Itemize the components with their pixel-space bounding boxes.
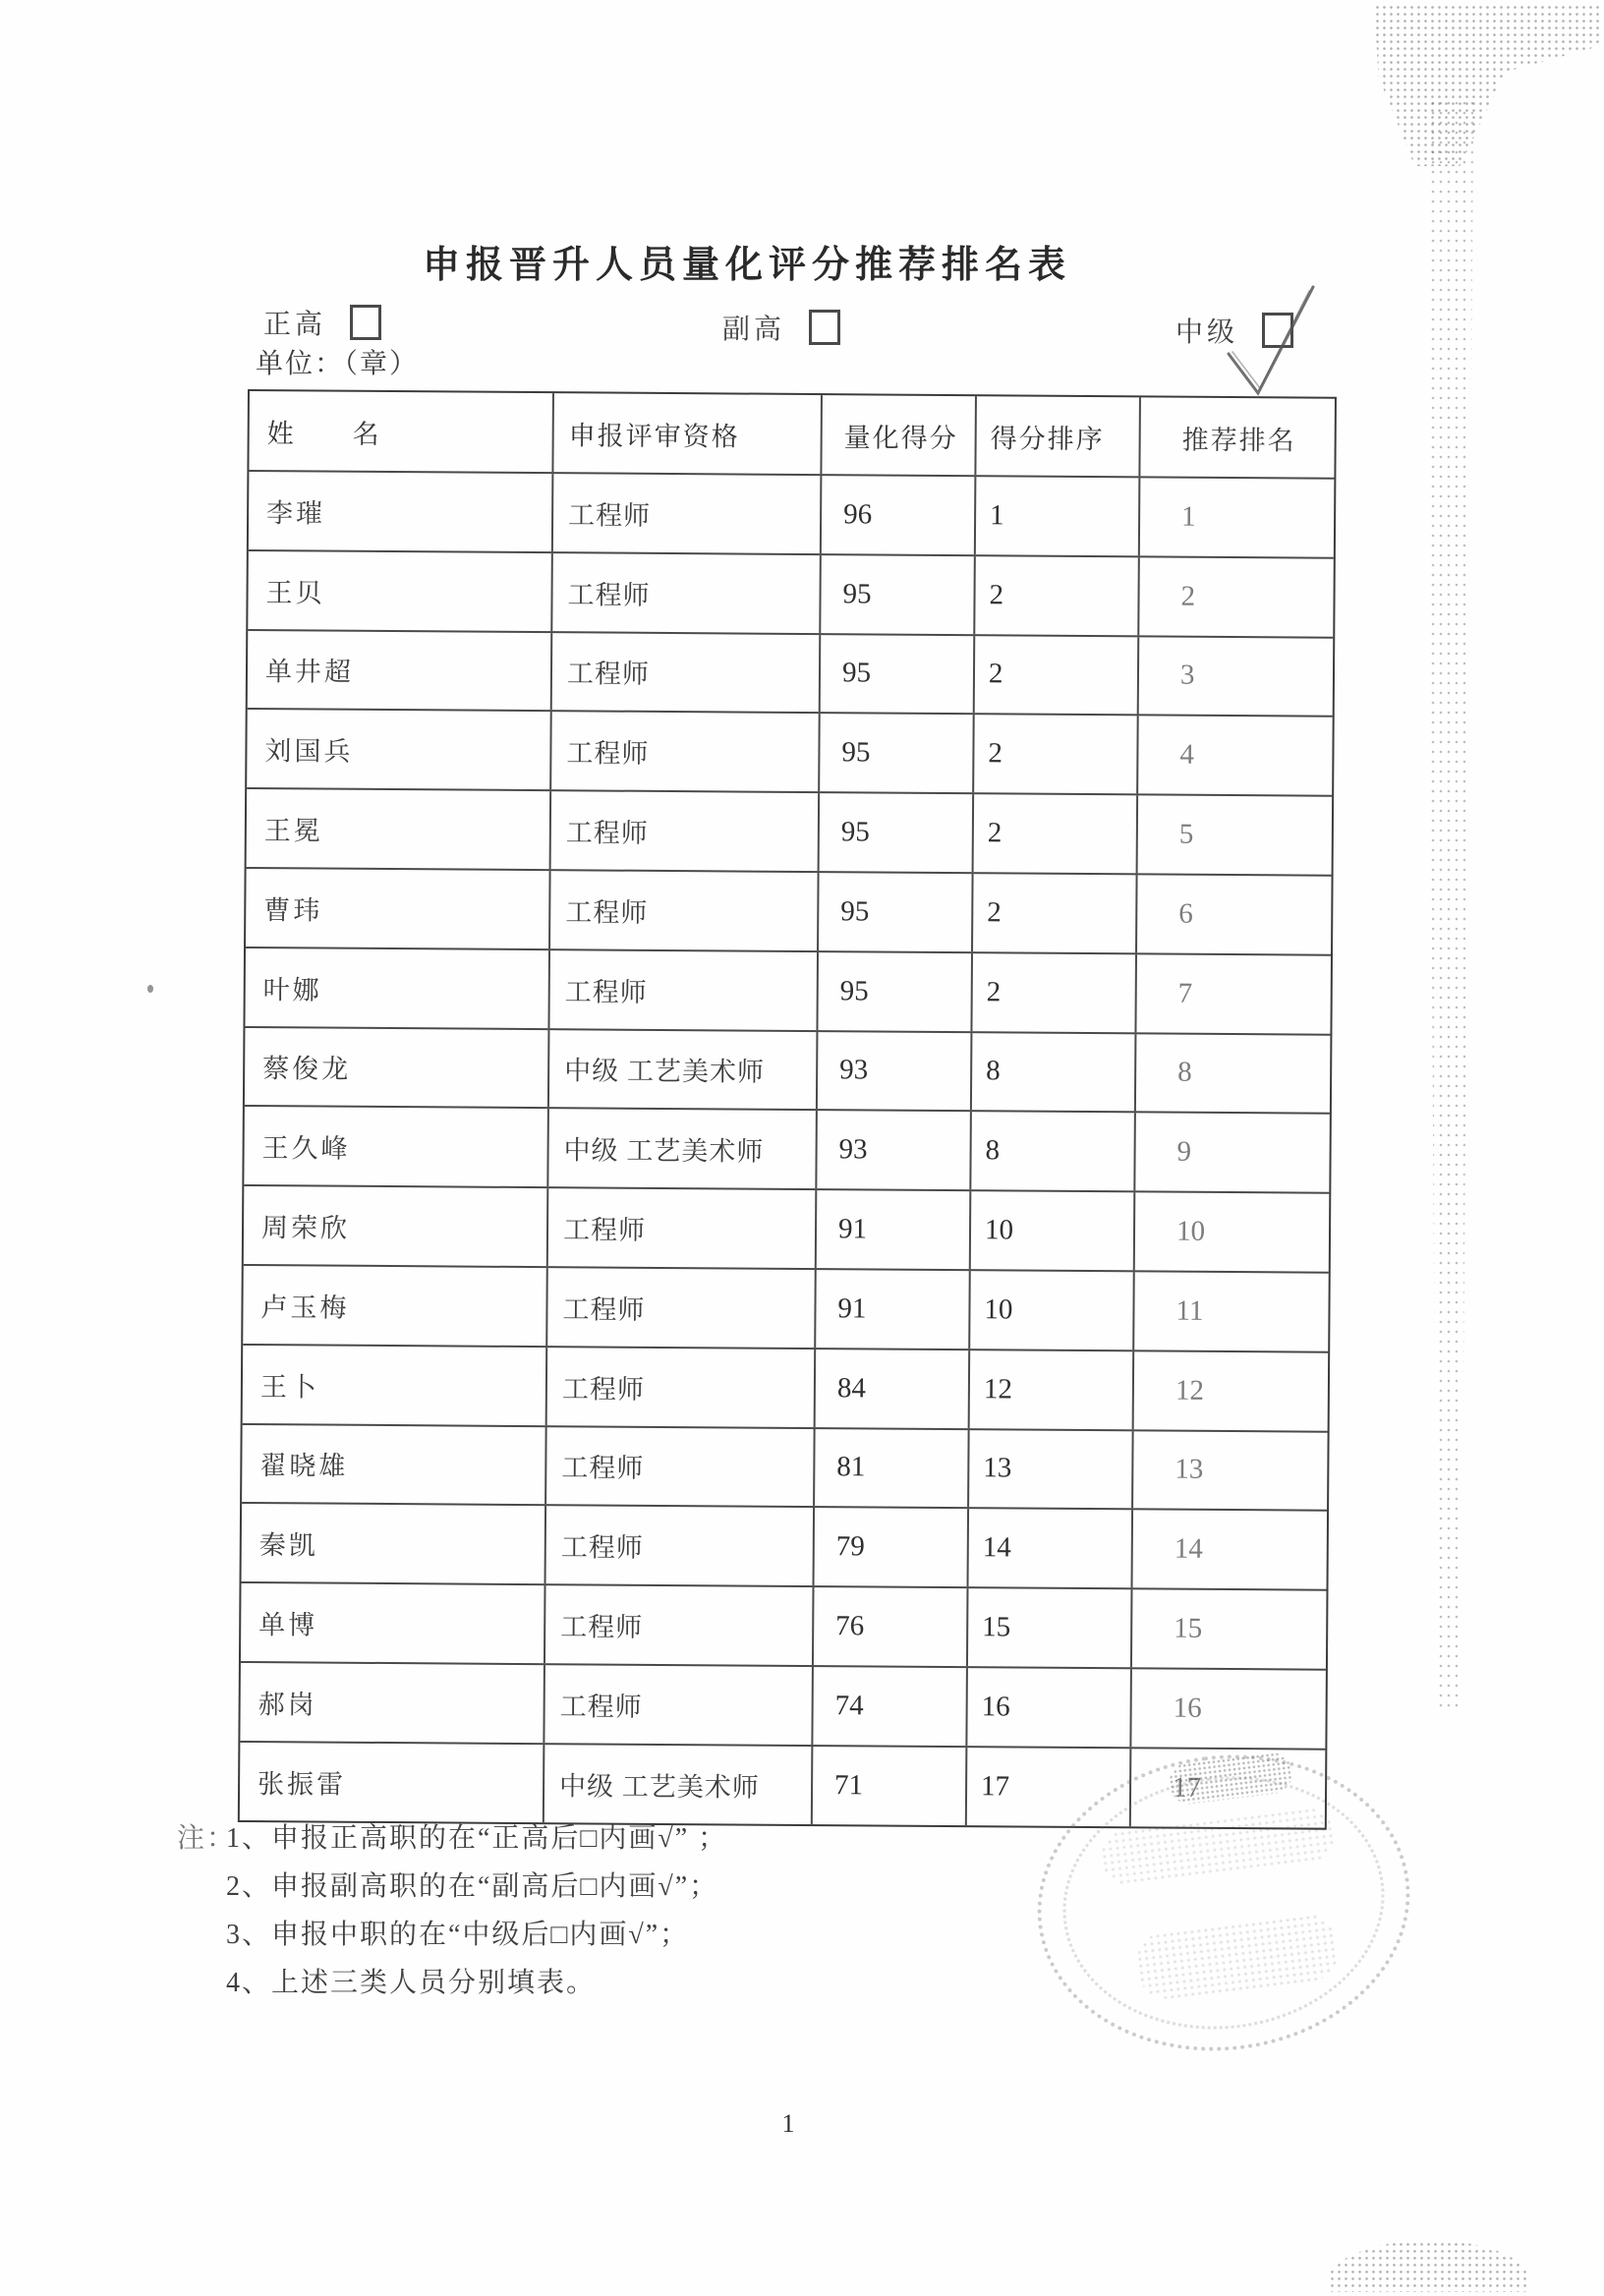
table-row (242, 1504, 1328, 1591)
table-row (244, 1186, 1330, 1274)
table-cell-name: 翟晓雄 (242, 1425, 547, 1505)
table-cell-score: 95 (820, 793, 975, 872)
table-row (240, 1663, 1326, 1751)
table-cell-score: 81 (815, 1429, 970, 1508)
ranking-table (238, 389, 1337, 1829)
table-cell-name: 王冕 (247, 789, 552, 869)
table-cell-name: 蔡俊龙 (245, 1028, 550, 1108)
table-cell-qualification: 工程师 (549, 950, 819, 1030)
stamp-texture (1133, 1911, 1342, 2001)
table-cell-score: 76 (814, 1587, 969, 1666)
checkmark-icon (1211, 275, 1334, 413)
scan-noise-right-strip (1421, 98, 1476, 1710)
note-item-2: 2、申报副高职的在“副高后□内画√”； (226, 1871, 719, 1902)
table-row (244, 1107, 1330, 1194)
table-cell-score: 95 (820, 714, 975, 792)
table-row (243, 1266, 1329, 1353)
table-cell-score-rank: 10 (971, 1191, 1136, 1270)
table-cell-score: 91 (816, 1270, 971, 1349)
table-cell-recommend-rank: 5 (1178, 818, 1194, 850)
header-recommend-rank: 推荐排名 (1181, 425, 1296, 455)
table-cell-name: 刘国兵 (247, 710, 552, 789)
checkbox-fugao-label: 副高 (722, 315, 786, 345)
table-cell-qualification: 工程师 (548, 1188, 818, 1268)
table-cell-qualification: 中级 工艺美术师 (549, 1030, 819, 1110)
table-cell-score: 74 (813, 1667, 968, 1746)
checkbox-group-fugao (722, 308, 840, 347)
table-cell-qualification: 工程师 (546, 1427, 816, 1507)
table-cell-name: 王久峰 (244, 1107, 549, 1186)
table-cell-score-rank: 13 (969, 1430, 1134, 1509)
table-cell-name: 张振雷 (240, 1743, 545, 1822)
table-cell-score-rank: 1 (976, 477, 1141, 555)
table-cell-score-rank: 17 (967, 1748, 1132, 1826)
table-cell-score: 93 (818, 1032, 973, 1111)
table-cell-recommend-rank: 16 (1173, 1692, 1202, 1724)
table-cell-qualification: 中级 工艺美术师 (544, 1745, 814, 1824)
table-cell-name: 王贝 (248, 551, 553, 631)
note-item-3: 3、申报中职的在“中级后□内画√”； (226, 1920, 690, 1950)
table-row (246, 869, 1332, 956)
table-cell-score-rank: 2 (972, 953, 1137, 1032)
table-cell-score-rank: 12 (970, 1350, 1135, 1429)
table-cell-score: 96 (822, 476, 977, 554)
page-title: 申报晋升人员量化评分推荐排名表 (422, 245, 1071, 286)
scan-noise-bottom-right (1329, 2227, 1530, 2292)
table-header-row (249, 391, 1335, 480)
header-score: 量化得分 (822, 395, 977, 475)
table-cell-recommend-rank: 3 (1179, 660, 1195, 692)
checkbox-zhenggao[interactable] (350, 305, 381, 340)
table-row (245, 1028, 1331, 1116)
table-cell-recommend-rank: 4 (1179, 738, 1195, 772)
table-cell-recommend-rank: 7 (1177, 977, 1193, 1009)
table-cell-qualification: 工程师 (546, 1507, 816, 1586)
table-cell-recommend-rank: 8 (1177, 1057, 1192, 1089)
table-cell-score-rank: 2 (974, 794, 1139, 873)
table-row (247, 710, 1333, 797)
table-row (247, 789, 1333, 877)
notes-section (177, 1814, 727, 2007)
page-number: 1 (781, 2109, 795, 2138)
table-cell-score-rank: 2 (975, 556, 1140, 635)
table-cell-qualification: 工程师 (544, 1665, 814, 1745)
table-cell-qualification: 工程师 (547, 1268, 817, 1348)
note-item-1: 1、申报正高职的在“正高后□内画√” ； (226, 1823, 728, 1854)
table-cell-score-rank: 8 (972, 1033, 1137, 1112)
table-row (242, 1425, 1328, 1513)
table-cell-qualification: 工程师 (552, 633, 822, 713)
table-row (249, 472, 1335, 559)
header-name: 姓 名 (249, 391, 554, 472)
table-cell-name: 叶娜 (245, 948, 550, 1028)
table-cell-name: 周荣欣 (244, 1186, 549, 1266)
table-cell-recommend-rank: 12 (1174, 1374, 1205, 1406)
table-cell-score-rank: 8 (971, 1113, 1136, 1191)
table-cell-name: 单井超 (248, 631, 553, 711)
table-cell-score: 95 (821, 635, 976, 714)
table-cell-score: 91 (817, 1190, 972, 1269)
table-cell-score-rank: 15 (968, 1588, 1133, 1667)
table-cell-qualification: 工程师 (552, 553, 822, 633)
table-cell-name: 曹玮 (246, 869, 551, 948)
header-score-rank: 得分排序 (976, 396, 1141, 476)
table-cell-recommend-rank: 10 (1175, 1215, 1206, 1247)
table-cell-score-rank: 2 (975, 636, 1140, 715)
scan-speck (147, 985, 153, 993)
table-cell-name: 单博 (241, 1583, 546, 1663)
table-cell-qualification: 工程师 (551, 713, 821, 792)
checkbox-fugao[interactable] (809, 310, 840, 345)
table-cell-recommend-rank: 17 (1172, 1771, 1202, 1804)
table-cell-score: 95 (818, 952, 973, 1031)
table-row (248, 631, 1334, 718)
table-cell-qualification: 工程师 (547, 1348, 817, 1427)
unit-seal-label: 单位：（章） (256, 349, 420, 379)
table-cell-score: 71 (813, 1747, 968, 1825)
note-item-4: 4、上述三类人员分别填表。 (226, 1968, 597, 1998)
table-cell-score-rank: 10 (970, 1271, 1135, 1349)
table-cell-recommend-rank: 1 (1181, 500, 1196, 533)
checkbox-group-zhenggao (263, 303, 381, 342)
table-cell-qualification: 工程师 (550, 871, 820, 950)
table-cell-score-rank: 2 (973, 874, 1138, 952)
table-cell-qualification: 工程师 (551, 791, 821, 871)
table-cell-score-rank: 14 (969, 1510, 1134, 1588)
table-cell-name: 李璀 (249, 472, 554, 551)
notes-label: 注： (177, 1823, 237, 1854)
table-cell-recommend-rank: 6 (1178, 897, 1193, 930)
table-cell-score: 79 (815, 1508, 970, 1586)
table-cell-name: 郝岗 (240, 1663, 545, 1743)
table-row (245, 948, 1331, 1036)
table-cell-score-rank: 16 (967, 1668, 1132, 1747)
table-cell-name: 王卜 (243, 1346, 548, 1425)
table-cell-score: 95 (819, 873, 974, 951)
table-cell-recommend-rank: 15 (1174, 1612, 1203, 1644)
table-row (241, 1583, 1327, 1671)
table-cell-qualification: 工程师 (553, 474, 823, 553)
table-cell-score: 93 (817, 1111, 972, 1189)
table-cell-score: 84 (816, 1349, 971, 1428)
table-cell-recommend-rank: 13 (1174, 1454, 1204, 1486)
table-cell-recommend-rank: 9 (1176, 1135, 1192, 1168)
table-cell-qualification: 工程师 (545, 1585, 815, 1665)
table-cell-recommend-rank: 14 (1174, 1532, 1203, 1566)
table-row (248, 551, 1334, 639)
table-cell-score-rank: 2 (974, 716, 1139, 794)
table-row (243, 1346, 1329, 1433)
table-cell-qualification: 中级 工艺美术师 (548, 1110, 818, 1189)
table-cell-name: 卢玉梅 (243, 1266, 548, 1346)
scan-noise-top-right (1374, 4, 1600, 166)
checkbox-zhenggao-label: 正高 (263, 310, 327, 340)
checkbox-zhongji-label: 中级 (1175, 317, 1239, 348)
header-qualification: 申报评审资格 (553, 393, 823, 474)
table-cell-recommend-rank: 2 (1180, 580, 1196, 612)
table-cell-name: 秦凯 (242, 1504, 547, 1583)
table-cell-score: 95 (821, 555, 976, 634)
table-cell-recommend-rank: 11 (1175, 1294, 1204, 1327)
